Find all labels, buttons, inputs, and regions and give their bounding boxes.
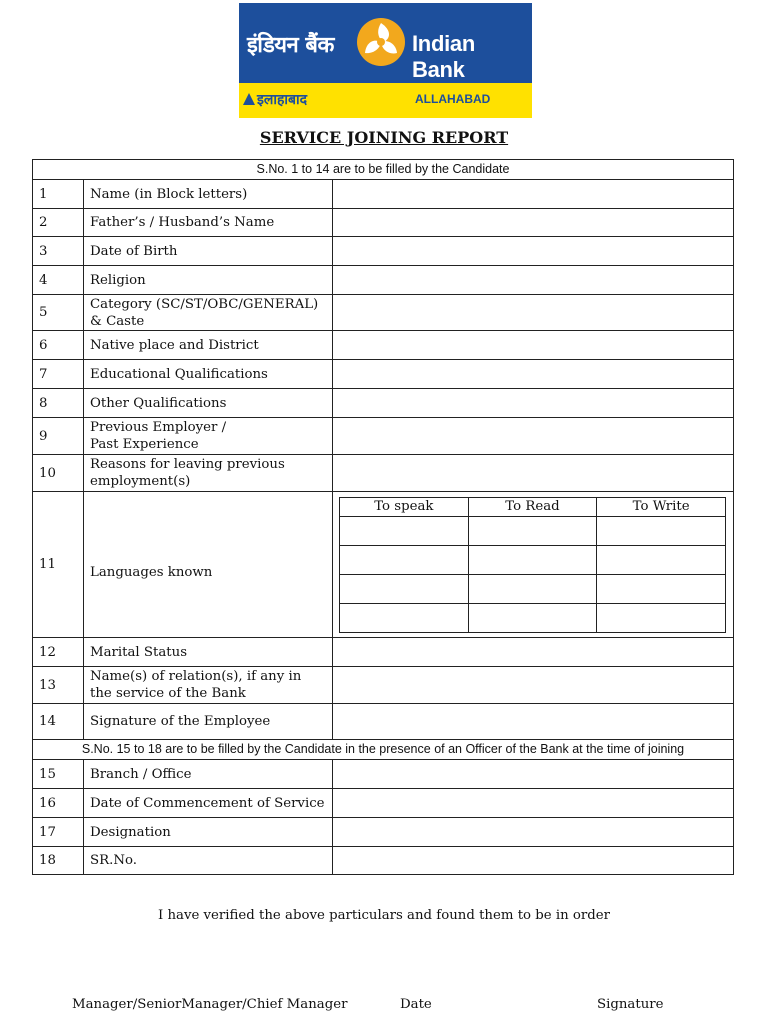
row-label: Languages known [84, 492, 333, 638]
signature-label: Signature [597, 997, 664, 1012]
joining-form-table [32, 159, 734, 875]
section-header-row [33, 160, 734, 180]
language-write-field[interactable] [597, 603, 726, 632]
date-of-birth-field[interactable] [333, 237, 734, 266]
father-husband-name-field[interactable] [333, 209, 734, 237]
table-row [33, 455, 734, 492]
row-label: Category (SC/ST/OBC/GENERAL) & Caste [84, 295, 333, 331]
row-number: 6 [33, 331, 84, 360]
manager-title: Manager/SeniorManager/Chief Manager [72, 997, 348, 1012]
languages-entry-row [340, 516, 726, 545]
row-label: Marital Status [84, 638, 333, 667]
table-row [33, 389, 734, 418]
branch-office-field[interactable] [333, 760, 734, 789]
languages-entry-row [340, 545, 726, 574]
row-label: Educational Qualifications [84, 360, 333, 389]
row-number: 8 [33, 389, 84, 418]
row-number: 12 [33, 638, 84, 667]
row-label: Signature of the Employee [84, 704, 333, 740]
table-row [33, 667, 734, 704]
row-label: Branch / Office [84, 760, 333, 789]
row-number: 14 [33, 704, 84, 740]
row-number: 4 [33, 266, 84, 295]
languages-table [339, 497, 726, 633]
language-read-field[interactable] [468, 516, 597, 545]
table-row [33, 295, 734, 331]
employee-signature-field[interactable] [333, 704, 734, 740]
logo-top-band [239, 3, 532, 83]
section2-header: S.No. 15 to 18 are to be filled by the Candidate in the presence of an Officer of the Bank at the time of joining [33, 740, 734, 760]
language-write-field[interactable] [597, 545, 726, 574]
section-header-row [33, 740, 734, 760]
date-label: Date [400, 997, 432, 1012]
row-label: Name (in Block letters) [84, 180, 333, 209]
table-row [33, 638, 734, 667]
table-row [33, 266, 734, 295]
row-number: 13 [33, 667, 84, 704]
table-row [33, 180, 734, 209]
indian-bank-emblem-icon [356, 17, 406, 67]
verification-statement: I have verified the above particulars and found them to be in order [157, 908, 611, 923]
table-row [33, 331, 734, 360]
row-number: 2 [33, 209, 84, 237]
row-number: 11 [33, 492, 84, 638]
to-write-header: To Write [597, 497, 726, 516]
languages-entry-row [340, 574, 726, 603]
table-row [33, 418, 734, 455]
to-speak-header: To speak [340, 497, 469, 516]
languages-entry-row [340, 603, 726, 632]
language-speak-field[interactable] [340, 516, 469, 545]
commencement-date-field[interactable] [333, 789, 734, 818]
relations-in-bank-field[interactable] [333, 667, 734, 704]
row-label: Name(s) of relation(s), if any in the service of the Bank [84, 667, 333, 704]
row-number: 1 [33, 180, 84, 209]
row-number: 15 [33, 760, 84, 789]
row-number: 9 [33, 418, 84, 455]
sr-no-field[interactable] [333, 847, 734, 875]
marital-status-field[interactable] [333, 638, 734, 667]
previous-employer-field[interactable] [333, 418, 734, 455]
section1-header: S.No. 1 to 14 are to be filled by the Candidate [33, 160, 734, 180]
languages-cell [333, 492, 734, 638]
row-label: Previous Employer / Past Experience [84, 418, 333, 455]
row-number: 16 [33, 789, 84, 818]
row-number: 7 [33, 360, 84, 389]
table-row [33, 360, 734, 389]
row-number: 18 [33, 847, 84, 875]
row-label: Other Qualifications [84, 389, 333, 418]
logo-hindi-name: इंडियन बैंक [247, 33, 334, 58]
table-row [33, 789, 734, 818]
row-number: 5 [33, 295, 84, 331]
row-label: Designation [84, 818, 333, 847]
language-read-field[interactable] [468, 545, 597, 574]
table-row [33, 704, 734, 740]
row-label: Religion [84, 266, 333, 295]
language-read-field[interactable] [468, 603, 597, 632]
row-number: 3 [33, 237, 84, 266]
languages-row [33, 492, 734, 638]
to-read-header: To Read [468, 497, 597, 516]
row-label: Date of Commencement of Service [84, 789, 333, 818]
language-speak-field[interactable] [340, 603, 469, 632]
language-speak-field[interactable] [340, 545, 469, 574]
document-title: SERVICE JOINING REPORT [259, 128, 509, 147]
language-speak-field[interactable] [340, 574, 469, 603]
table-row [33, 818, 734, 847]
logo-hindi-city: इलाहाबाद [257, 92, 308, 108]
row-number: 10 [33, 455, 84, 492]
table-row [33, 760, 734, 789]
row-label: SR.No. [84, 847, 333, 875]
row-label: Date of Birth [84, 237, 333, 266]
row-label: Reasons for leaving previous employment(s) [84, 455, 333, 492]
educational-qualifications-field[interactable] [333, 360, 734, 389]
category-caste-field[interactable] [333, 295, 734, 331]
logo-english-city: ALLAHABAD [415, 92, 491, 106]
bank-logo [239, 3, 532, 118]
language-write-field[interactable] [597, 574, 726, 603]
table-row [33, 847, 734, 875]
allahabad-bank-triangle-icon [243, 93, 255, 105]
language-read-field[interactable] [468, 574, 597, 603]
table-row [33, 237, 734, 266]
row-label: Native place and District [84, 331, 333, 360]
other-qualifications-field[interactable] [333, 389, 734, 418]
religion-field[interactable] [333, 266, 734, 295]
logo-english-name: Indian Bank [412, 31, 475, 82]
name-field[interactable] [333, 180, 734, 209]
reasons-for-leaving-field[interactable] [333, 455, 734, 492]
language-write-field[interactable] [597, 516, 726, 545]
table-row [33, 209, 734, 237]
native-place-field[interactable] [333, 331, 734, 360]
row-number: 17 [33, 818, 84, 847]
logo-bottom-band [239, 83, 532, 118]
designation-field[interactable] [333, 818, 734, 847]
row-label: Father’s / Husband’s Name [84, 209, 333, 237]
languages-header-row [340, 497, 726, 516]
